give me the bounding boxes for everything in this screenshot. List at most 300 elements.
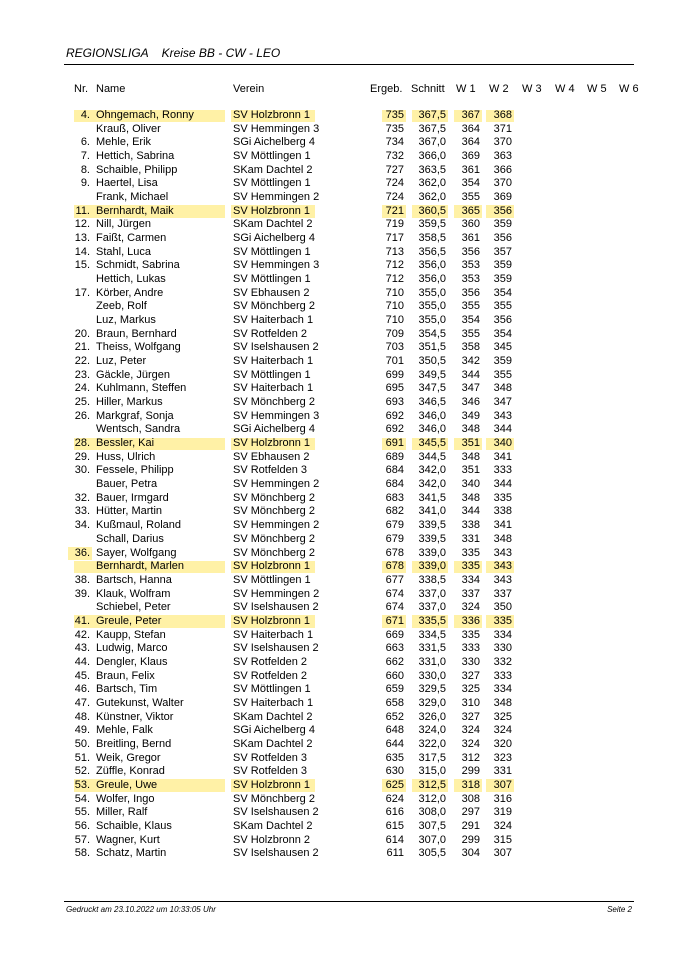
- cell-round-1: 347: [461, 382, 480, 395]
- cell-player-name: Künstner, Viktor: [96, 710, 174, 723]
- cell-player-name: Gäckle, Jürgen: [96, 368, 170, 381]
- cell-result: 683: [385, 491, 404, 504]
- cell-result: 674: [385, 601, 404, 614]
- cell-round-2: 307: [493, 778, 512, 791]
- cell-round-2: 366: [493, 163, 512, 176]
- cell-round-2: 324: [493, 819, 512, 832]
- cell-result: 717: [385, 232, 404, 245]
- cell-club: SV Holzbronn 1: [233, 614, 311, 627]
- cell-average: 338,5: [418, 573, 446, 586]
- cell-average: 339,5: [418, 532, 446, 545]
- cell-club: SGi Aichelberg 4: [233, 136, 315, 149]
- cell-rank: 6.: [80, 136, 90, 149]
- cell-round-2: 368: [493, 109, 512, 121]
- cell-round-1: 327: [461, 669, 480, 682]
- table-row: [0, 177, 682, 191]
- cell-round-2: 354: [493, 327, 512, 340]
- table-row: [0, 615, 682, 629]
- cell-club: SKam Dachtel 2: [233, 737, 313, 750]
- cell-round-1: 324: [461, 724, 480, 737]
- cell-result: 615: [385, 819, 404, 832]
- cell-round-1: 348: [461, 491, 480, 504]
- cell-result: 663: [385, 642, 404, 655]
- table-row: [0, 164, 682, 178]
- col-header-schnitt: Schnitt: [411, 83, 445, 95]
- cell-average: 350,5: [418, 355, 446, 368]
- cell-round-2: 343: [493, 573, 512, 586]
- col-header-ergeb: Ergeb.: [370, 83, 403, 95]
- cell-round-2: 356: [493, 232, 512, 245]
- cell-result: 630: [385, 765, 404, 778]
- cell-player-name: Dengler, Klaus: [96, 655, 168, 668]
- cell-average: 359,5: [418, 218, 446, 231]
- cell-player-name: Huss, Ulrich: [96, 450, 156, 463]
- cell-average: 326,0: [418, 710, 446, 723]
- cell-round-1: 355: [461, 191, 480, 204]
- cell-round-1: 369: [461, 150, 480, 163]
- cell-club: SKam Dachtel 2: [233, 218, 313, 231]
- table-row: [0, 738, 682, 752]
- cell-average: 341,0: [418, 505, 446, 518]
- cell-round-1: 344: [461, 368, 480, 381]
- cell-player-name: Bartsch, Hanna: [96, 573, 172, 586]
- cell-rank: 55.: [74, 806, 90, 819]
- cell-player-name: Züffle, Konrad: [96, 765, 165, 778]
- cell-club: SV Mönchberg 2: [233, 491, 315, 504]
- table-row: [0, 423, 682, 437]
- cell-round-1: 344: [461, 505, 480, 518]
- cell-round-2: 354: [493, 286, 512, 299]
- cell-result: 614: [385, 833, 404, 846]
- cell-round-1: 330: [461, 655, 480, 668]
- cell-player-name: Mehle, Erik: [96, 136, 152, 149]
- cell-round-1: 361: [461, 232, 480, 245]
- cell-player-name: Körber, Andre: [96, 286, 164, 299]
- cell-rank: 44.: [74, 655, 90, 668]
- cell-club: SV Möttlingen 1: [233, 368, 311, 381]
- cell-rank: 24.: [74, 382, 90, 395]
- cell-rank: 50.: [74, 737, 90, 750]
- cell-round-2: 337: [493, 587, 512, 600]
- cell-club: SV Holzbronn 1: [233, 778, 311, 791]
- cell-result: 719: [385, 218, 404, 231]
- cell-club: SKam Dachtel 2: [233, 163, 313, 176]
- cell-round-1: 299: [461, 765, 480, 778]
- cell-result: 692: [385, 423, 404, 436]
- cell-average: 305,5: [418, 847, 446, 860]
- cell-result: 660: [385, 669, 404, 682]
- table-row: [0, 806, 682, 820]
- table-row: [0, 341, 682, 355]
- table-row: [0, 533, 682, 547]
- cell-average: 346,5: [418, 396, 446, 409]
- table-row: [0, 820, 682, 834]
- table-row: [0, 451, 682, 465]
- cell-rank: 56.: [74, 819, 90, 832]
- cell-player-name: Kaupp, Stefan: [96, 628, 166, 641]
- cell-club: SV Mönchberg 2: [233, 505, 315, 518]
- cell-club: SV Mönchberg 2: [233, 396, 315, 409]
- table-row: [0, 793, 682, 807]
- cell-club: SV Holzbronn 1: [233, 109, 311, 121]
- cell-round-1: 335: [461, 560, 480, 573]
- col-header-w3: W 3: [522, 83, 542, 95]
- cell-round-2: 316: [493, 792, 512, 805]
- cell-rank: 36.: [74, 546, 90, 559]
- cell-average: 329,5: [418, 683, 446, 696]
- cell-round-2: 343: [493, 546, 512, 559]
- cell-player-name: Klauk, Wolfram: [96, 587, 171, 600]
- cell-round-2: 332: [493, 655, 512, 668]
- table-row: [0, 246, 682, 260]
- cell-rank: 7.: [80, 150, 90, 163]
- cell-average: 366,0: [418, 150, 446, 163]
- cell-average: 312,0: [418, 792, 446, 805]
- header-divider: [64, 64, 634, 65]
- cell-result: 679: [385, 532, 404, 545]
- cell-round-1: 348: [461, 423, 480, 436]
- cell-round-1: 354: [461, 314, 480, 327]
- cell-average: 367,5: [418, 109, 446, 121]
- cell-player-name: Breitling, Bernd: [96, 737, 172, 750]
- cell-rank: 51.: [74, 751, 90, 764]
- cell-result: 658: [385, 696, 404, 709]
- cell-average: 356,0: [418, 273, 446, 286]
- cell-round-2: 350: [493, 601, 512, 614]
- table-row: [0, 369, 682, 383]
- table-row: [0, 464, 682, 478]
- table-row: [0, 136, 682, 150]
- cell-player-name: Bauer, Petra: [96, 478, 158, 491]
- cell-round-1: 335: [461, 546, 480, 559]
- cell-round-1: 331: [461, 532, 480, 545]
- table-row: [0, 547, 682, 561]
- cell-player-name: Theiss, Wolfgang: [96, 341, 181, 354]
- table-row: [0, 314, 682, 328]
- cell-average: 339,0: [418, 560, 446, 573]
- cell-average: 362,0: [418, 191, 446, 204]
- cell-round-1: 349: [461, 409, 480, 422]
- cell-round-2: 344: [493, 478, 512, 491]
- cell-rank: 22.: [74, 355, 90, 368]
- table-row: [0, 505, 682, 519]
- cell-round-2: 333: [493, 464, 512, 477]
- cell-player-name: Weik, Gregor: [96, 751, 161, 764]
- cell-round-1: 346: [461, 396, 480, 409]
- cell-result: 710: [385, 300, 404, 313]
- cell-round-1: 324: [461, 737, 480, 750]
- cell-result: 734: [385, 136, 404, 149]
- cell-player-name: Luz, Peter: [96, 355, 147, 368]
- cell-result: 732: [385, 150, 404, 163]
- cell-club: SV Ebhausen 2: [233, 286, 310, 299]
- cell-rank: 34.: [74, 519, 90, 532]
- cell-round-1: 308: [461, 792, 480, 805]
- cell-club: SV Rotfelden 2: [233, 655, 307, 668]
- table-row: [0, 109, 682, 123]
- cell-round-1: 356: [461, 286, 480, 299]
- table-row: [0, 382, 682, 396]
- cell-rank: 25.: [74, 396, 90, 409]
- cell-player-name: Schiebel, Peter: [96, 601, 171, 614]
- cell-rank: 26.: [74, 409, 90, 422]
- cell-club: SV Holzbronn 2: [233, 833, 311, 846]
- cell-round-1: 325: [461, 683, 480, 696]
- cell-club: SV Iselshausen 2: [233, 341, 319, 354]
- cell-club: SV Haiterbach 1: [233, 696, 314, 709]
- cell-round-2: 331: [493, 765, 512, 778]
- cell-result: 674: [385, 587, 404, 600]
- cell-round-2: 315: [493, 833, 512, 846]
- cell-average: 360,5: [418, 204, 446, 217]
- cell-average: 330,0: [418, 669, 446, 682]
- cell-player-name: Bauer, Irmgard: [96, 491, 169, 504]
- cell-average: 337,0: [418, 601, 446, 614]
- table-row: [0, 355, 682, 369]
- cell-result: 652: [385, 710, 404, 723]
- cell-rank: 54.: [74, 792, 90, 805]
- cell-rank: 14.: [74, 245, 90, 258]
- cell-player-name: Luz, Markus: [96, 314, 156, 327]
- cell-round-1: 318: [461, 778, 480, 791]
- cell-round-2: 341: [493, 450, 512, 463]
- cell-round-1: 336: [461, 614, 480, 627]
- cell-result: 699: [385, 368, 404, 381]
- cell-rank: 47.: [74, 696, 90, 709]
- cell-club: SV Möttlingen 1: [233, 683, 311, 696]
- cell-round-2: 330: [493, 642, 512, 655]
- cell-rank: 39.: [74, 587, 90, 600]
- cell-round-1: 351: [461, 437, 480, 450]
- cell-average: 351,5: [418, 341, 446, 354]
- cell-club: SV Holzbronn 1: [233, 560, 311, 573]
- cell-club: SGi Aichelberg 4: [233, 423, 315, 436]
- cell-round-2: 343: [493, 560, 512, 573]
- cell-club: SV Iselshausen 2: [233, 601, 319, 614]
- cell-round-1: 353: [461, 273, 480, 286]
- cell-player-name: Hütter, Martin: [96, 505, 163, 518]
- cell-player-name: Greule, Uwe: [96, 778, 158, 791]
- table-row: [0, 711, 682, 725]
- cell-result: 648: [385, 724, 404, 737]
- table-row: [0, 588, 682, 602]
- cell-average: 354,5: [418, 327, 446, 340]
- table-row: [0, 437, 682, 451]
- table-row: [0, 191, 682, 205]
- table-row: [0, 574, 682, 588]
- cell-club: SV Hemmingen 2: [233, 478, 320, 491]
- cell-rank: 12.: [74, 218, 90, 231]
- cell-player-name: Miller, Ralf: [96, 806, 148, 819]
- cell-club: SV Mönchberg 2: [233, 532, 315, 545]
- cell-round-1: 291: [461, 819, 480, 832]
- cell-average: 344,5: [418, 450, 446, 463]
- cell-round-1: 348: [461, 450, 480, 463]
- cell-round-2: 320: [493, 737, 512, 750]
- cell-round-2: 333: [493, 669, 512, 682]
- cell-result: 691: [385, 437, 404, 450]
- col-header-name: Name: [96, 83, 126, 95]
- cell-rank: 48.: [74, 710, 90, 723]
- cell-result: 684: [385, 464, 404, 477]
- cell-result: 713: [385, 245, 404, 258]
- cell-average: 355,0: [418, 300, 446, 313]
- cell-rank: 43.: [74, 642, 90, 655]
- cell-round-1: 365: [461, 204, 480, 217]
- cell-result: 703: [385, 341, 404, 354]
- cell-result: 644: [385, 737, 404, 750]
- cell-round-2: 359: [493, 259, 512, 272]
- cell-round-2: 359: [493, 218, 512, 231]
- cell-rank: 23.: [74, 368, 90, 381]
- cell-club: SV Haiterbach 1: [233, 355, 314, 368]
- cell-club: SV Rotfelden 2: [233, 669, 307, 682]
- cell-average: 331,5: [418, 642, 446, 655]
- cell-player-name: Nill, Jürgen: [96, 218, 152, 231]
- table-row: [0, 328, 682, 342]
- cell-rank: 21.: [74, 341, 90, 354]
- cell-average: 317,5: [418, 751, 446, 764]
- table-row: [0, 519, 682, 533]
- cell-club: SV Möttlingen 1: [233, 245, 311, 258]
- cell-player-name: Frank, Michael: [96, 191, 169, 204]
- cell-average: 347,5: [418, 382, 446, 395]
- cell-club: SKam Dachtel 2: [233, 710, 313, 723]
- cell-average: 329,0: [418, 696, 446, 709]
- table-row: [0, 847, 682, 861]
- print-timestamp: Gedruckt am 23.10.2022 um 10:33:05 Uhr: [66, 905, 216, 914]
- cell-result: 735: [385, 109, 404, 121]
- col-header-verein: Verein: [233, 83, 265, 95]
- cell-average: 331,0: [418, 655, 446, 668]
- table-row: [0, 697, 682, 711]
- table-row: [0, 656, 682, 670]
- cell-player-name: Schmidt, Sabrina: [96, 259, 180, 272]
- col-header-nr: Nr.: [74, 83, 89, 95]
- cell-club: SKam Dachtel 2: [233, 819, 313, 832]
- cell-player-name: Hettich, Sabrina: [96, 150, 175, 163]
- col-header-w1: W 1: [456, 83, 476, 95]
- cell-rank: 46.: [74, 683, 90, 696]
- cell-round-2: 341: [493, 519, 512, 532]
- cell-player-name: Ludwig, Marco: [96, 642, 168, 655]
- cell-rank: 42.: [74, 628, 90, 641]
- table-row: [0, 629, 682, 643]
- cell-rank: 33.: [74, 505, 90, 518]
- cell-round-2: 359: [493, 273, 512, 286]
- table-row: [0, 205, 682, 219]
- cell-player-name: Schaible, Philipp: [96, 163, 178, 176]
- cell-club: SV Möttlingen 1: [233, 273, 311, 286]
- cell-round-1: 342: [461, 355, 480, 368]
- cell-result: 684: [385, 478, 404, 491]
- cell-round-2: 370: [493, 177, 512, 190]
- cell-club: SV Rotfelden 3: [233, 765, 307, 778]
- cell-club: SGi Aichelberg 4: [233, 724, 315, 737]
- cell-club: SV Mönchberg 2: [233, 792, 315, 805]
- cell-round-1: 360: [461, 218, 480, 231]
- cell-round-1: 297: [461, 806, 480, 819]
- cell-club: SV Hemmingen 2: [233, 191, 320, 204]
- cell-player-name: Sayer, Wolfgang: [96, 546, 177, 559]
- cell-club: SV Iselshausen 2: [233, 806, 319, 819]
- cell-player-name: Fessele, Philipp: [96, 464, 174, 477]
- table-row: [0, 123, 682, 137]
- cell-round-2: 343: [493, 409, 512, 422]
- cell-rank: 17.: [74, 286, 90, 299]
- cell-player-name: Braun, Felix: [96, 669, 155, 682]
- cell-round-1: 354: [461, 177, 480, 190]
- cell-round-2: 371: [493, 122, 512, 135]
- cell-rank: 58.: [74, 847, 90, 860]
- cell-player-name: Zeeb, Rolf: [96, 300, 147, 313]
- table-row: [0, 601, 682, 615]
- cell-player-name: Ohngemach, Ronny: [96, 109, 194, 121]
- cell-average: 346,0: [418, 409, 446, 422]
- cell-result: 659: [385, 683, 404, 696]
- table-row: [0, 273, 682, 287]
- cell-round-2: 370: [493, 136, 512, 149]
- cell-rank: 20.: [74, 327, 90, 340]
- cell-average: 358,5: [418, 232, 446, 245]
- cell-player-name: Schall, Darius: [96, 532, 164, 545]
- cell-result: 624: [385, 792, 404, 805]
- table-row: [0, 150, 682, 164]
- cell-player-name: Wolfer, Ingo: [96, 792, 155, 805]
- cell-rank: 30.: [74, 464, 90, 477]
- cell-average: 322,0: [418, 737, 446, 750]
- cell-round-1: 361: [461, 163, 480, 176]
- cell-round-1: 327: [461, 710, 480, 723]
- cell-average: 341,5: [418, 491, 446, 504]
- cell-average: 355,0: [418, 286, 446, 299]
- cell-round-2: 363: [493, 150, 512, 163]
- table-row: [0, 560, 682, 574]
- cell-result: 635: [385, 751, 404, 764]
- cell-rank: 53.: [74, 778, 90, 791]
- cell-round-1: 364: [461, 122, 480, 135]
- cell-result: 710: [385, 286, 404, 299]
- cell-club: SV Rotfelden 3: [233, 751, 307, 764]
- cell-round-2: 325: [493, 710, 512, 723]
- cell-average: 363,5: [418, 163, 446, 176]
- col-header-w4: W 4: [555, 83, 575, 95]
- cell-average: 345,5: [418, 437, 446, 450]
- cell-result: 709: [385, 327, 404, 340]
- col-header-w2: W 2: [489, 83, 509, 95]
- cell-rank: 15.: [74, 259, 90, 272]
- cell-player-name: Gutekunst, Walter: [96, 696, 184, 709]
- cell-player-name: Greule, Peter: [96, 614, 162, 627]
- cell-result: 692: [385, 409, 404, 422]
- cell-round-2: 344: [493, 423, 512, 436]
- cell-result: 662: [385, 655, 404, 668]
- cell-result: 611: [386, 847, 404, 860]
- cell-round-1: 355: [461, 300, 480, 313]
- cell-round-2: 340: [493, 437, 512, 450]
- cell-round-1: 351: [461, 464, 480, 477]
- table-row: [0, 683, 682, 697]
- cell-club: SV Iselshausen 2: [233, 847, 319, 860]
- cell-round-2: 323: [493, 751, 512, 764]
- cell-average: 349,5: [418, 368, 446, 381]
- cell-round-2: 356: [493, 314, 512, 327]
- cell-round-2: 347: [493, 396, 512, 409]
- table-row: [0, 724, 682, 738]
- cell-round-1: 312: [461, 751, 480, 764]
- cell-club: SV Hemmingen 3: [233, 122, 320, 135]
- cell-round-1: 338: [461, 519, 480, 532]
